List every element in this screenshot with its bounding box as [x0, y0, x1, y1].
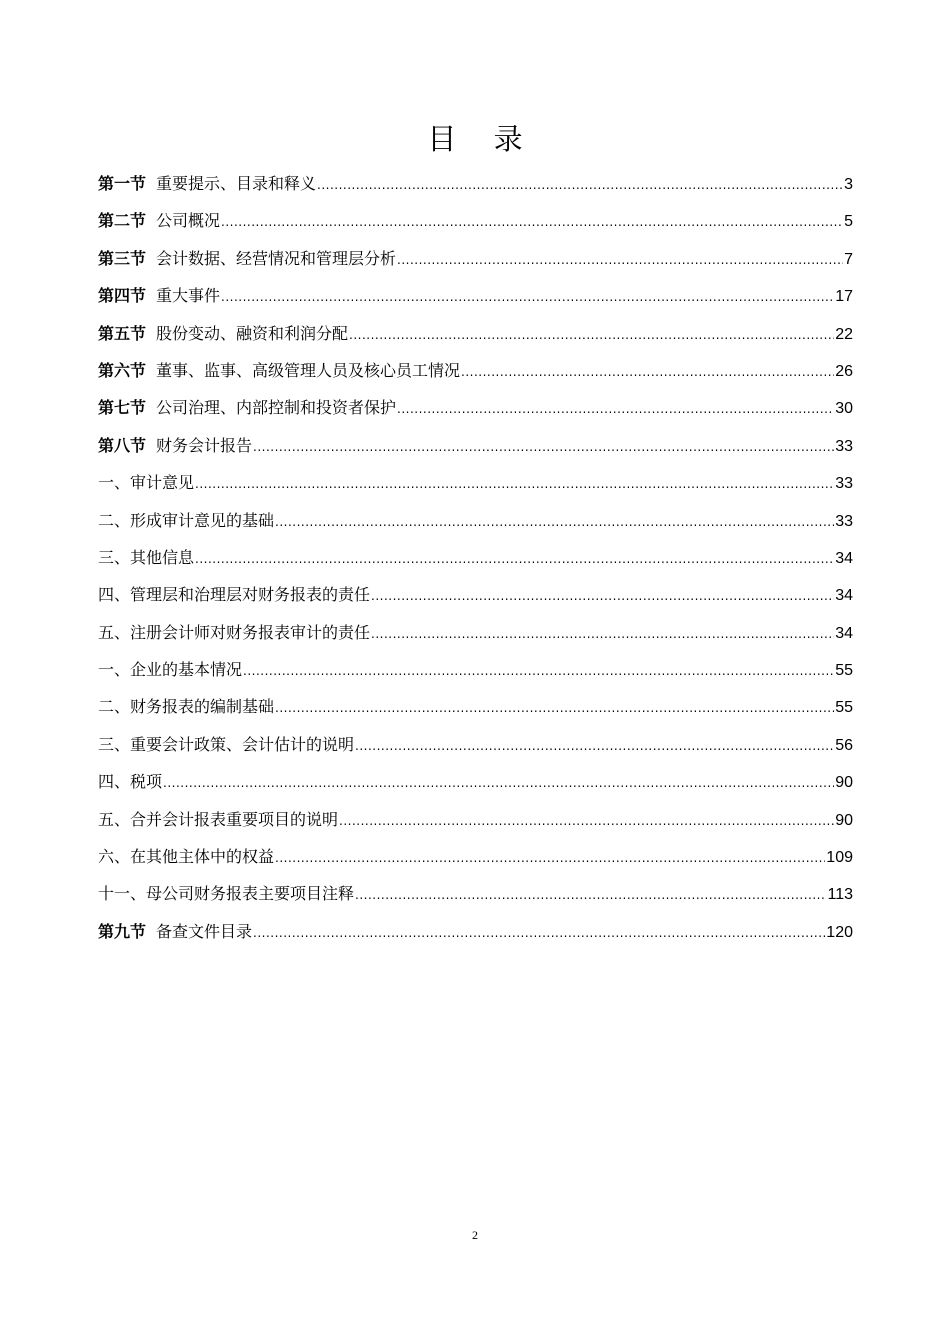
- toc-entry[interactable]: [98, 240, 853, 277]
- toc-leader-dots: [195, 541, 834, 578]
- toc-page-number: 26: [835, 362, 853, 380]
- toc-page-number: 55: [835, 699, 853, 717]
- toc-page-number: 55: [835, 662, 853, 680]
- toc-leader-dots: [397, 242, 843, 279]
- toc-page-number: 22: [835, 325, 853, 343]
- toc-leader-dots: [163, 765, 834, 802]
- toc-section-label: 第三节: [98, 248, 147, 268]
- toc-leader-dots: [349, 317, 834, 354]
- toc-page-number: 56: [835, 736, 853, 754]
- toc-leader-dots: [243, 653, 834, 690]
- toc-entry-title: 四、税项: [98, 772, 163, 792]
- page-number: 2: [472, 1228, 478, 1242]
- toc-page-number: 17: [835, 288, 853, 306]
- table-of-contents: [98, 165, 853, 950]
- toc-entry[interactable]: [98, 427, 853, 464]
- toc-page-number: 109: [826, 849, 853, 867]
- toc-leader-dots: [221, 204, 843, 241]
- toc-page-number: 113: [827, 886, 853, 904]
- toc-entry-title: 四、管理层和治理层对财务报表的责任: [98, 585, 371, 605]
- toc-page-number: 5: [844, 213, 853, 231]
- toc-entry[interactable]: [98, 763, 853, 800]
- toc-page-number: 33: [835, 437, 853, 455]
- toc-entry-title: 三、重要会计政策、会计估计的说明: [98, 734, 355, 754]
- toc-section-label: 第二节: [98, 211, 147, 231]
- toc-leader-dots: [371, 578, 834, 615]
- toc-leader-dots: [461, 354, 834, 391]
- toc-page-number: 90: [835, 774, 853, 792]
- toc-section-label: 第五节: [98, 323, 147, 343]
- toc-leader-dots: [371, 616, 834, 653]
- toc-page-number: 33: [835, 475, 853, 493]
- toc-page-number: 34: [835, 624, 853, 642]
- toc-leader-dots: [397, 391, 834, 428]
- toc-page-number: 90: [835, 811, 853, 829]
- toc-section-label: 第八节: [98, 435, 147, 455]
- toc-section-label: 第九节: [98, 921, 147, 941]
- toc-entry[interactable]: [98, 464, 853, 501]
- toc-entry[interactable]: [98, 277, 853, 314]
- toc-leader-dots: [195, 466, 834, 503]
- toc-entry-title: 五、注册会计师对财务报表审计的责任: [98, 622, 371, 642]
- toc-entry[interactable]: [98, 315, 853, 352]
- toc-entry[interactable]: [98, 539, 853, 576]
- toc-leader-dots: [275, 690, 834, 727]
- toc-entry[interactable]: [98, 202, 853, 239]
- toc-entry-title: 会计数据、经营情况和管理层分析: [156, 248, 397, 268]
- toc-entry-title: 公司治理、内部控制和投资者保护: [156, 398, 397, 418]
- toc-entry-title: 二、形成审计意见的基础: [98, 510, 275, 530]
- toc-entry[interactable]: [98, 614, 853, 651]
- toc-entry[interactable]: [98, 875, 853, 912]
- toc-leader-dots: [221, 279, 834, 316]
- toc-entry-title: 一、审计意见: [98, 473, 195, 493]
- toc-entry-title: 备查文件目录: [156, 921, 253, 941]
- toc-entry-title: 六、在其他主体中的权益: [98, 847, 275, 867]
- toc-leader-dots: [355, 877, 826, 914]
- toc-entry[interactable]: [98, 165, 853, 202]
- toc-leader-dots: [275, 840, 825, 877]
- toc-entry-title: 一、企业的基本情况: [98, 660, 243, 680]
- toc-section-label: 第四节: [98, 286, 147, 306]
- toc-entry[interactable]: [98, 688, 853, 725]
- toc-entry[interactable]: [98, 352, 853, 389]
- toc-entry-title: 重大事件: [156, 286, 221, 306]
- toc-leader-dots: [253, 429, 834, 466]
- toc-leader-dots: [253, 915, 825, 952]
- page-title: 目 录: [427, 122, 537, 156]
- toc-page-number: 3: [844, 176, 853, 193]
- toc-entry[interactable]: [98, 389, 853, 426]
- toc-entry[interactable]: [98, 913, 853, 950]
- toc-entry[interactable]: [98, 838, 853, 875]
- toc-entry[interactable]: [98, 801, 853, 838]
- toc-page-number: 120: [826, 923, 853, 941]
- toc-section-label: 第七节: [98, 398, 147, 418]
- toc-leader-dots: [317, 167, 843, 204]
- toc-page-number: 7: [844, 250, 853, 268]
- toc-page-number: 34: [835, 587, 853, 605]
- toc-entry-title: 董事、监事、高级管理人员及核心员工情况: [156, 360, 461, 380]
- toc-section-label: 第六节: [98, 360, 147, 380]
- toc-entry-title: 三、其他信息: [98, 547, 195, 567]
- toc-entry-title: 股份变动、融资和利润分配: [156, 323, 349, 343]
- toc-entry-title: 重要提示、目录和释义: [156, 174, 317, 193]
- toc-leader-dots: [339, 803, 834, 840]
- toc-entry-title: 公司概况: [156, 211, 221, 231]
- toc-page-number: 34: [835, 549, 853, 567]
- toc-entry[interactable]: [98, 726, 853, 763]
- toc-entry[interactable]: [98, 576, 853, 613]
- toc-entry[interactable]: [98, 502, 853, 539]
- toc-entry-title: 十一、母公司财务报表主要项目注释: [98, 884, 355, 904]
- toc-leader-dots: [275, 504, 834, 541]
- toc-section-label: 第一节: [98, 174, 147, 193]
- toc-page-number: 33: [835, 512, 853, 530]
- toc-entry-title: 财务会计报告: [156, 435, 253, 455]
- toc-leader-dots: [355, 728, 834, 765]
- toc-page-number: 30: [835, 400, 853, 418]
- toc-entry[interactable]: [98, 651, 853, 688]
- toc-entry-title: 二、财务报表的编制基础: [98, 697, 275, 717]
- toc-entry-title: 五、合并会计报表重要项目的说明: [98, 809, 339, 829]
